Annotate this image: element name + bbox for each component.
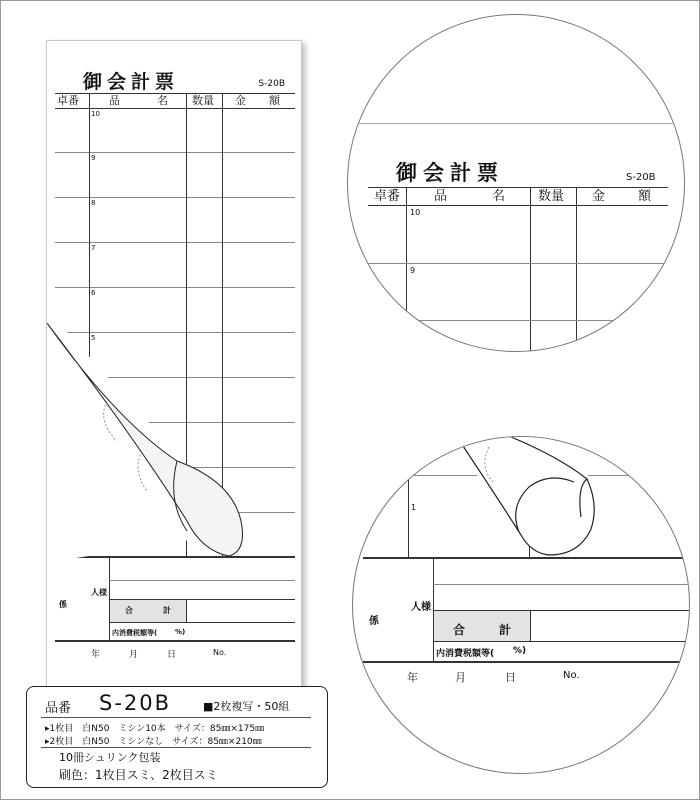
rule-bottom bbox=[109, 622, 295, 623]
row-number-7: 7 bbox=[91, 244, 96, 252]
row-number-10: 10 bbox=[91, 110, 100, 118]
row-number-5: 5 bbox=[91, 334, 96, 342]
zoom-row-number-10: 10 bbox=[410, 208, 421, 217]
footer-no: No. bbox=[213, 648, 227, 657]
zoom-total-label-b: 計 bbox=[499, 623, 512, 637]
header-qty: 数量 bbox=[192, 94, 214, 107]
zoom-col-rule bbox=[530, 187, 531, 351]
zoom-rule bbox=[433, 584, 689, 585]
info-divider bbox=[41, 717, 311, 718]
total-label-b: 計 bbox=[163, 606, 171, 615]
packaging-text: 10冊シュリンク包装 bbox=[59, 751, 161, 764]
product-number-label: 品番 bbox=[45, 701, 72, 716]
footer-month: 月 bbox=[129, 650, 139, 660]
zoom-col-rule bbox=[576, 187, 577, 351]
header-item-b: 名 bbox=[157, 94, 168, 107]
total-label-a: 合 bbox=[125, 606, 133, 615]
rule-bottom bbox=[109, 580, 295, 581]
zoom-circle-bottom bbox=[352, 436, 690, 774]
rule-header bbox=[55, 108, 295, 109]
zoom-tax-label: 内消費税額等( bbox=[436, 649, 495, 659]
zoom-header-amount-b: 額 bbox=[638, 189, 652, 204]
col-rule-total bbox=[186, 599, 187, 623]
header-table-no: 卓番 bbox=[57, 94, 79, 107]
sheet-1-spec: ▸1枚目 白N50 ミシン10本 サイズ：85㎜×175㎜ bbox=[45, 724, 265, 734]
footer-day: 日 bbox=[167, 650, 177, 660]
rule-bottom-end bbox=[55, 640, 295, 642]
row-rule bbox=[55, 152, 295, 153]
zoom-row-rule bbox=[368, 320, 668, 321]
header-amount-a: 金 bbox=[235, 94, 246, 107]
zoom-footer-no: No. bbox=[563, 670, 580, 681]
zoom-staff-label: 係 bbox=[369, 616, 379, 627]
info-divider bbox=[41, 747, 311, 748]
zoom-header-amount-a: 金 bbox=[592, 189, 606, 204]
zoom-rule-end bbox=[363, 661, 689, 663]
sheet-2-spec: ▸2枚目 白N50 ミシンなし サイズ：85㎜×210㎜ bbox=[45, 737, 262, 747]
header-amount-b: 額 bbox=[269, 94, 280, 107]
zoom-page-curl bbox=[449, 437, 619, 562]
receipt-slip bbox=[46, 40, 302, 690]
zoom-total-label-a: 合 bbox=[453, 623, 466, 637]
zoom-header-qty: 数量 bbox=[538, 189, 565, 204]
product-info-box bbox=[26, 686, 328, 788]
guest-label: 人様 bbox=[91, 588, 107, 597]
zoom-tax-suffix: %) bbox=[513, 646, 527, 656]
copy-spec: ■2枚複写・50組 bbox=[203, 700, 290, 713]
row-number-8: 8 bbox=[91, 199, 96, 207]
tax-label: 内消費税額等( bbox=[112, 629, 158, 637]
zoom-row-number-8: 8 bbox=[410, 323, 416, 332]
row-rule bbox=[55, 287, 295, 288]
zoom-col-rule bbox=[406, 187, 407, 351]
zoom-code: S-20B bbox=[626, 172, 656, 183]
zoom-footer-year: 年 bbox=[407, 671, 418, 684]
zoom-header-item-b: 名 bbox=[492, 189, 506, 204]
zoom-rule bbox=[433, 641, 689, 642]
zoom-row-number-9: 9 bbox=[410, 266, 416, 275]
zoom-col-rule-total bbox=[530, 610, 531, 642]
zoom-footer-day: 日 bbox=[505, 671, 516, 684]
zoom-rule-top bbox=[368, 187, 668, 188]
staff-label: 係 bbox=[59, 600, 67, 609]
zoom-col-rule-bottom bbox=[433, 557, 434, 661]
zoom-circle-top bbox=[347, 14, 685, 352]
zoom-col-rule bbox=[408, 475, 409, 557]
product-code: S-20B bbox=[99, 691, 172, 715]
zoom-rule-items-end bbox=[363, 557, 689, 559]
total-shade bbox=[110, 600, 186, 622]
zoom-rule-header bbox=[368, 205, 668, 206]
slip-edge bbox=[348, 123, 684, 124]
page-curl-illustration bbox=[47, 321, 247, 561]
zoom-footer-month: 月 bbox=[455, 671, 466, 684]
print-color-text: 刷色：1枚目スミ、2枚目スミ bbox=[59, 768, 218, 782]
header-item-a: 品 bbox=[109, 94, 120, 107]
footer-year: 年 bbox=[91, 650, 101, 660]
zoom-guest-label: 人様 bbox=[411, 602, 431, 613]
row-rule bbox=[55, 242, 295, 243]
row-number-6: 6 bbox=[91, 289, 96, 297]
row-number-9: 9 bbox=[91, 154, 96, 162]
zoom-header-item-a: 品 bbox=[434, 189, 448, 204]
zoom-header-table: 卓番 bbox=[374, 189, 401, 204]
zoom-row-number-1: 1 bbox=[411, 503, 417, 512]
zoom-title: 御会計票 bbox=[396, 161, 504, 185]
zoom-total-shade bbox=[434, 611, 530, 641]
slip-title: 御会計票 bbox=[83, 71, 180, 93]
row-rule bbox=[55, 197, 295, 198]
tax-suffix: %) bbox=[175, 628, 186, 636]
slip-code: S-20B bbox=[258, 79, 285, 89]
rule-top bbox=[55, 93, 295, 94]
zoom-row-rule bbox=[368, 263, 668, 264]
